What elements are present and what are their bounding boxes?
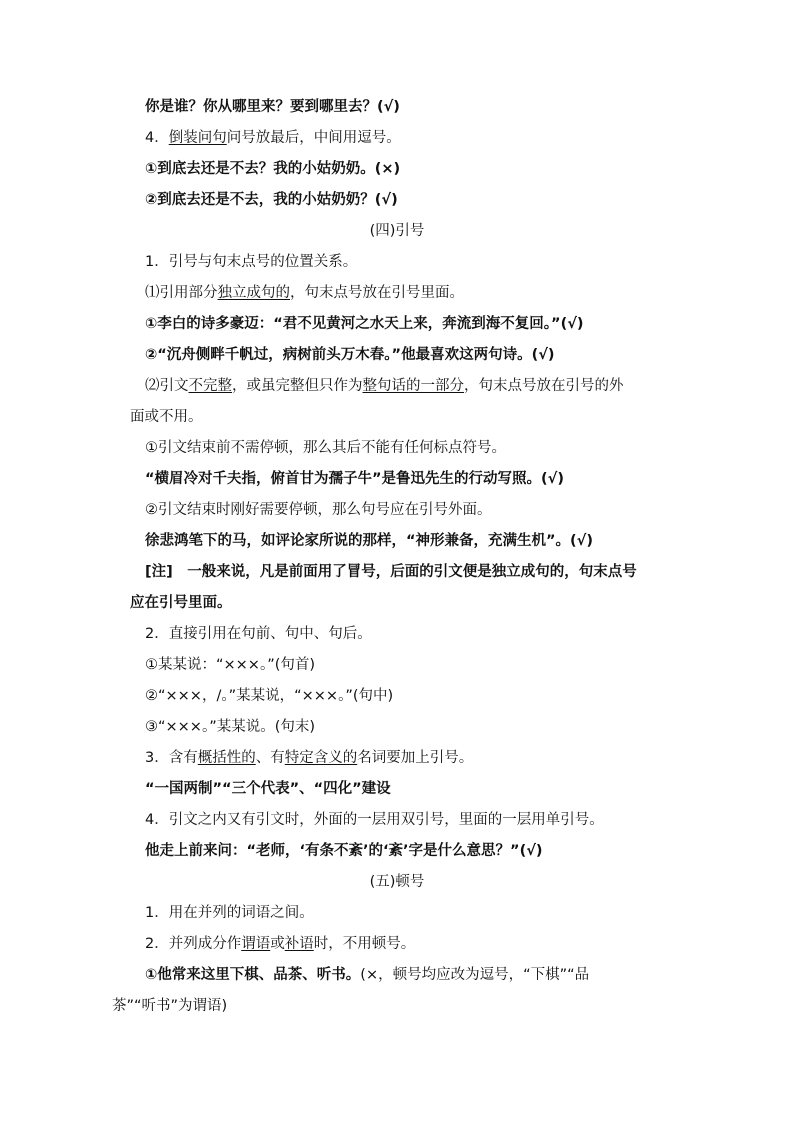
underlined-term: 倒装问句 — [168, 130, 227, 146]
rule-line: 1．引号与句末点号的位置关系。 — [145, 254, 358, 270]
rule-text: 2．并列成分作 — [145, 936, 242, 952]
example-explanation: (×，顿号均应改为逗号，“下棋”“品 — [360, 967, 590, 983]
rule-line: ②引文结束时刚好需要停顿，那么句号应在引号外面。 — [145, 502, 492, 518]
underlined-term: 不完整 — [188, 378, 232, 394]
rule-number: 4． — [145, 130, 169, 146]
rule-text: ⑵引文 — [145, 378, 189, 394]
example-line: “一国两制”“三个代表”、“四化”建设 — [145, 781, 391, 797]
rule-text: 3．含有 — [145, 750, 198, 766]
rule-line — [145, 748, 473, 768]
rule-line: ①引文结束前不需停顿，那么其后不能有任何标点符号。 — [145, 440, 506, 456]
rule-line — [145, 128, 401, 148]
underlined-term: 谓语 — [241, 936, 271, 952]
pattern-line: ③“×××。”某某说。(句末) — [145, 719, 316, 735]
rule-line: 4．引文之内又有引文时，外面的一层用双引号，里面的一层用单引号。 — [145, 812, 604, 828]
example-line-continued: 茶”“听书”为谓语) — [112, 998, 228, 1014]
rule-line: 1．用在并列的词语之间。 — [145, 905, 314, 921]
example-line: ②“沉舟侧畔千帆过，病树前头万木春。”他最喜欢这两句诗。(√) — [145, 347, 555, 363]
rule-text: 时，不用顿号。 — [313, 936, 416, 952]
example-line: 徐悲鸿笔下的马，如评论家所说的那样，“神形兼备，充满生机”。(√) — [145, 533, 593, 549]
underlined-term: 补语 — [284, 936, 314, 952]
example-line: ②到底去还是不去，我的小姑奶奶？(√) — [145, 192, 398, 208]
rule-text: ，或虽完整但只作为 — [232, 378, 363, 394]
example-line: ①到底去还是不去？我的小姑奶奶。(×) — [145, 161, 401, 177]
rule-text: 名词要加上引号。 — [357, 750, 474, 766]
example-line: “横眉冷对千夫指，俯首甘为孺子牛”是鲁迅先生的行动写照。(√) — [145, 471, 564, 487]
rule-text: 问号放最后，中间用逗号。 — [226, 130, 401, 146]
underlined-term: 概括性的 — [197, 750, 256, 766]
section-heading-comma: (五)顿号 — [369, 874, 425, 890]
note-line: [注] 一般来说，凡是前面用了冒号，后面的引文便是独立成句的，句末点号 — [145, 564, 637, 580]
underlined-term: 整句话的一部分 — [362, 378, 464, 394]
rule-line — [145, 283, 464, 303]
rule-text: ，句末点号放在引号里面。 — [290, 285, 464, 301]
underlined-term: 独立成句的 — [217, 285, 290, 301]
rule-text: 或 — [270, 936, 285, 952]
example-line: 你是谁？你从哪里来？要到哪里去？(√) — [145, 99, 400, 115]
note-line-continued: 应在引号里面。 — [130, 595, 232, 611]
underlined-term: 特定含义的 — [284, 750, 358, 766]
pattern-line: ①某某说：“×××。”(句首) — [145, 657, 316, 673]
rule-text: ，句末点号放在引号的外 — [464, 378, 624, 394]
rule-line — [145, 934, 415, 954]
rule-text: 、有 — [255, 750, 285, 766]
example-line: ①李白的诗多豪迈：“君不见黄河之水天上来，奔流到海不复回。”(√) — [145, 316, 584, 332]
rule-line: 2．直接引用在句前、句中、句后。 — [145, 626, 372, 642]
section-heading-quotes: (四)引号 — [369, 223, 425, 239]
example-sentence: ①他常来这里下棋、品茶、听书。 — [145, 967, 361, 983]
example-line: 他走上前来问：“老师，‘有条不紊’的‘紊’字是什么意思？”(√) — [145, 843, 543, 859]
rule-line-continued: 面或不用。 — [130, 409, 203, 425]
rule-line — [145, 376, 624, 396]
rule-text: ⑴引用部分 — [145, 285, 218, 301]
example-line — [145, 965, 589, 985]
pattern-line: ②“×××，/。”某某说，“×××。”(句中) — [145, 688, 394, 704]
